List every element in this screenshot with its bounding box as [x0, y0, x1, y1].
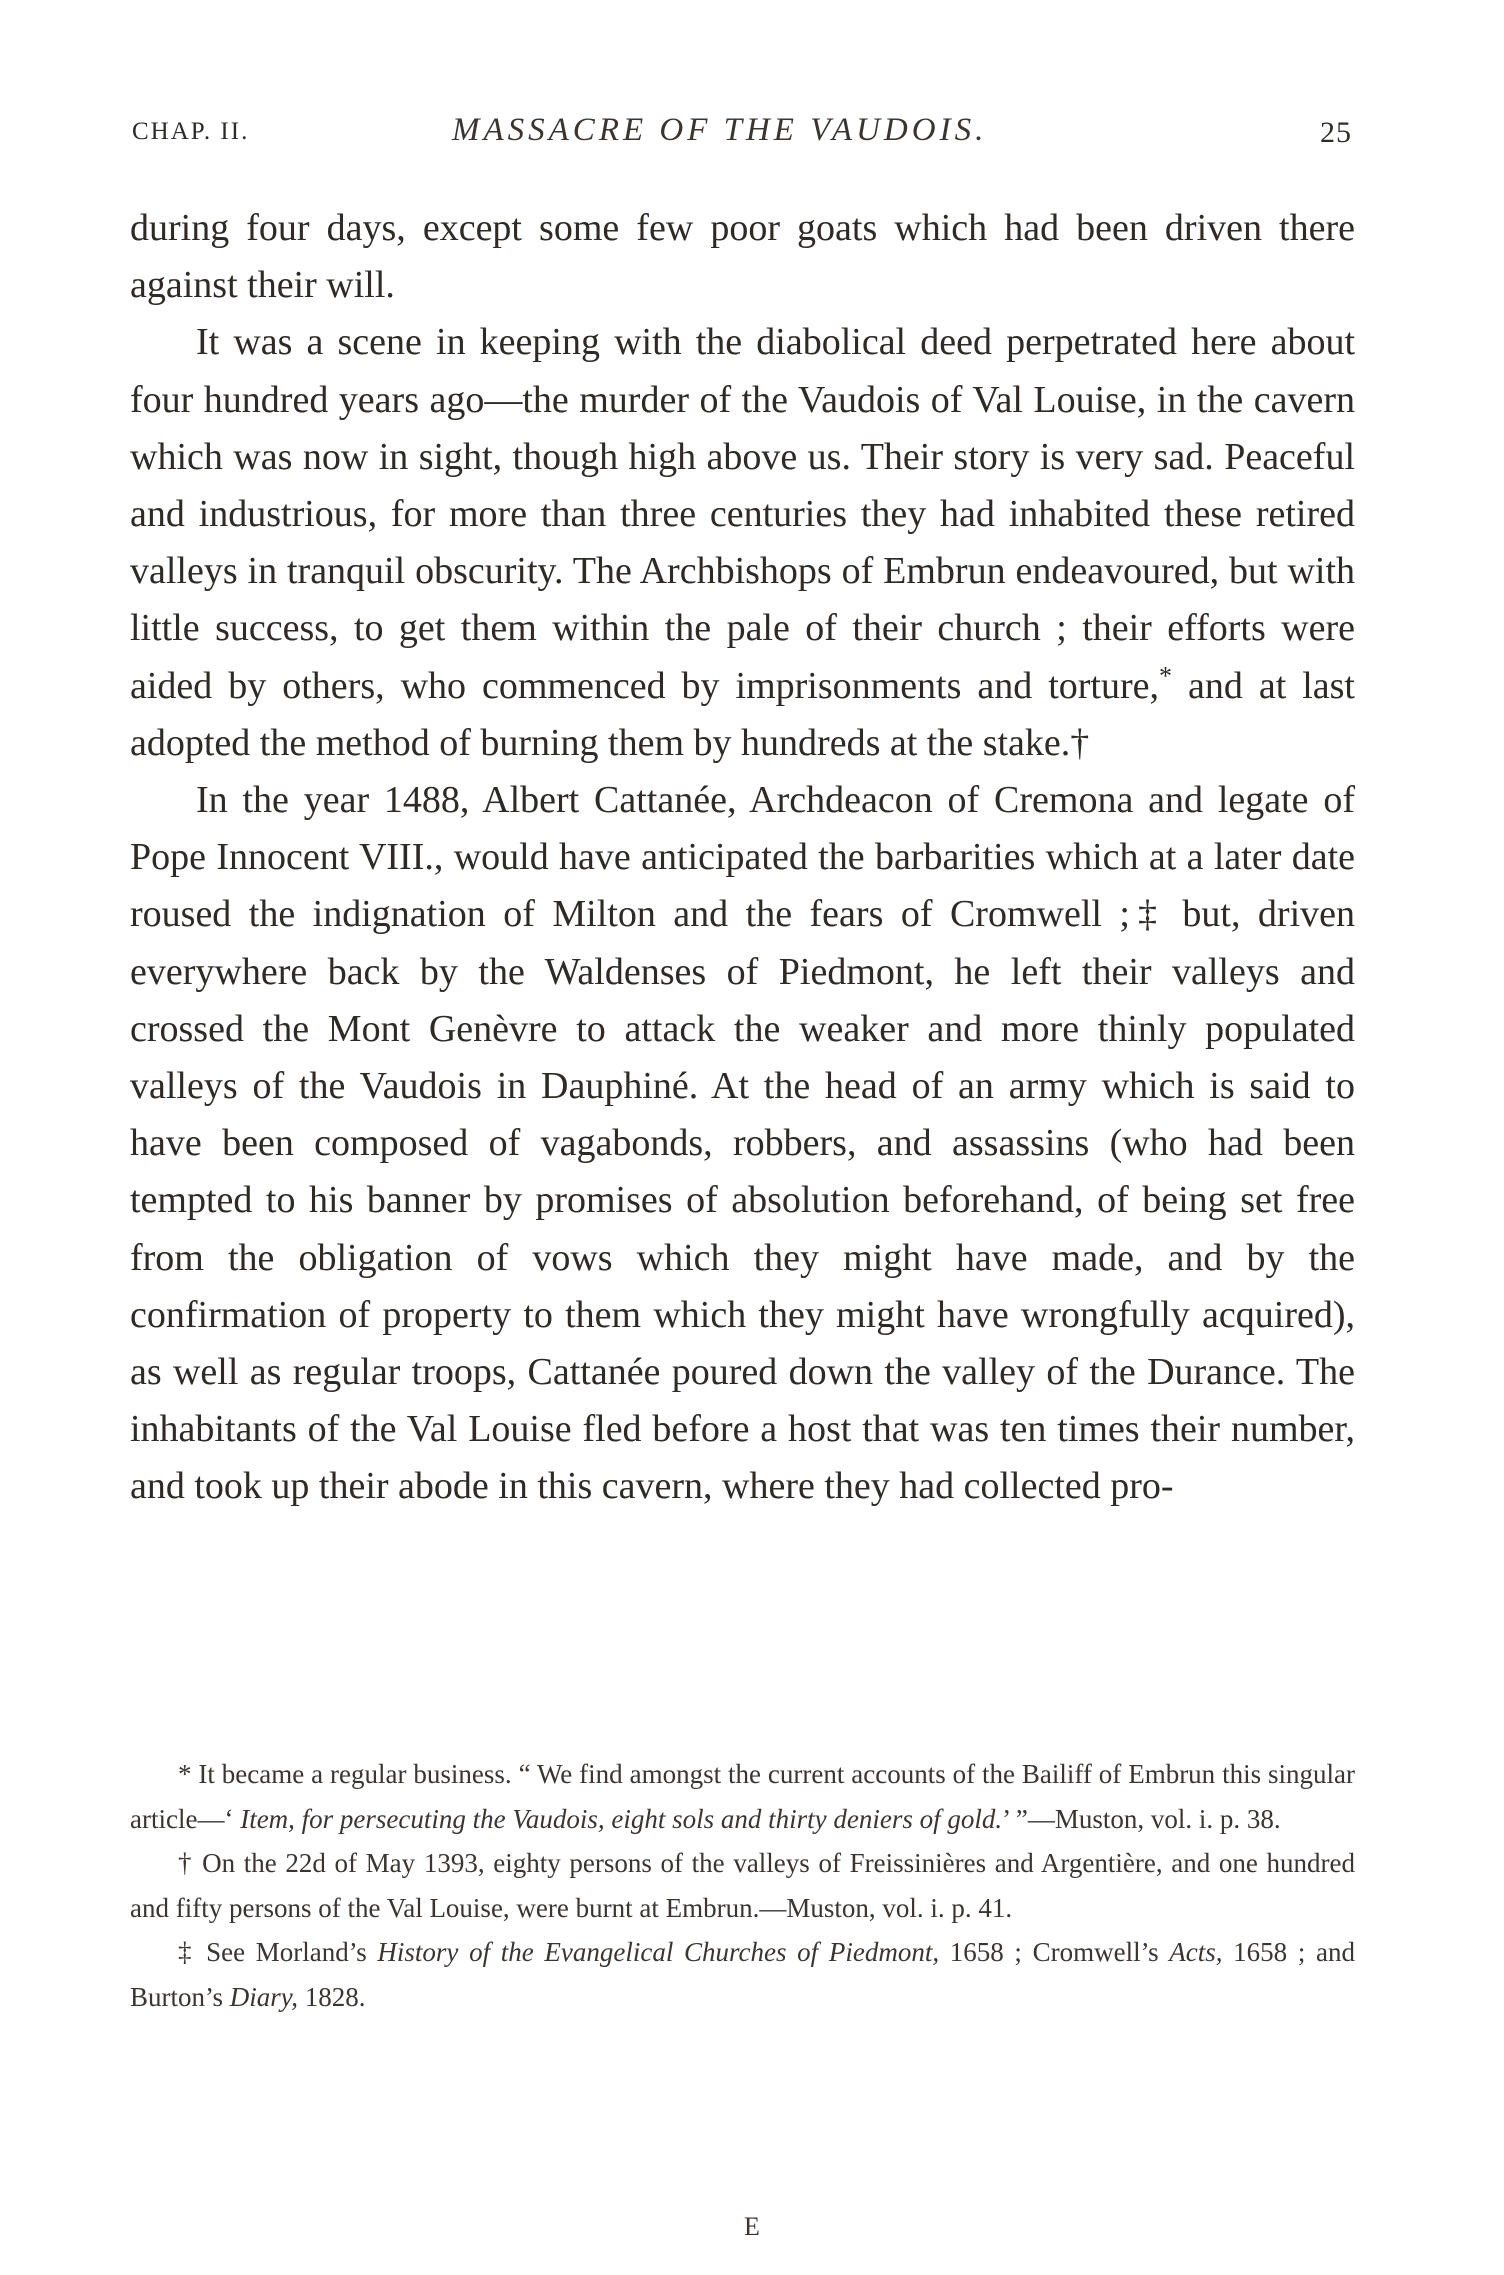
footnote-1-italic: Item, for persecuting the Vaudois, eight sols and thirty deniers of gold. [240, 1803, 1003, 1834]
footnote-1-text-b: ’ ”—Muston, vol. i. p. 38. [1002, 1803, 1281, 1834]
footnote-3 [130, 1930, 1355, 2019]
footnote-3-text-c: 1658 ; and Burton’s [130, 1937, 1355, 2012]
footnote-1 [130, 1752, 1355, 1841]
body-text [130, 200, 1355, 1516]
paragraph-1: during four days, except some few poor goats which had been driven there against their will. [130, 207, 1355, 307]
running-title: MASSACRE OF THE VAUDOIS. [452, 112, 988, 148]
footnote-3-italic-2: Acts, [1169, 1937, 1223, 1967]
footnote-ref-double-dagger: ‡ [1129, 893, 1165, 936]
paragraph-3 [130, 772, 1355, 1516]
footnote-3-text-a: ‡ See Morland’s [178, 1937, 378, 1967]
paragraph-2 [130, 314, 1355, 772]
running-head [132, 112, 1352, 162]
footnote-3-italic-1: History of the Evangelical Churches of Piedmont, [377, 1937, 940, 1967]
footnote-3-text-d: 1828. [298, 1981, 366, 2012]
footnote-3-italic-3: Diary, [229, 1981, 299, 2012]
footnotes [130, 1752, 1355, 2019]
footnote-1-text-a: * It became a regular business. “ We find amongst the current accounts of the Bailiff of Embrun this singular article—‘ [130, 1759, 1355, 1834]
paragraph-3-text-b: but, driven everywhere back by the Waldenses of Piedmont, he left their valleys and crossed the Mont Genèvre to attack the weaker and more thinly populated valleys of the Vaudois in Dauphiné. At the head of an army which is said to have been composed of vagabonds, robbers, and assassins (who had been tempted to his banner by promises of absolution beforehand, of being set free from the obligation of vows which they might have made, and by the confirmation of property to them which they might have wrongfully acquired), as well as regular troops, Cattanée poured down the valley of the Durance. The inhabitants of the Val Louise fled before a host that was ten times their number, and took up their abode in this cavern, where they had collected pro- [130, 893, 1355, 1508]
signature-mark: E [744, 2212, 760, 2241]
footnote-2: † On the 22d of May 1393, eighty persons of the valleys of Freissinières and Argentière, and one hundred and fifty persons of the Val Louise, were burnt at Embrun.—Muston, vol. i. p. 41. [130, 1848, 1355, 1923]
footnote-3-text-b: 1658 ; Cromwell’s [939, 1937, 1170, 1967]
paragraph-2-text-a: It was a scene in keeping with the diabolical deed perpetrated here about four hundred years ago—the murder of the Vaudois of Val Louise, in the cavern which was now in sight, though high above us. Their story is very sad. Peaceful and industrious, for more than three centuries they had inhabited these retired valleys in tranquil obscurity. The Archbishops of Embrun endeavoured, but with little success, to get them within the pale of their church ; their efforts were aided by others, who commenced by imprisonments and torture, [130, 321, 1355, 707]
footnote-ref-dagger: † [1070, 721, 1090, 764]
paragraph-2-text-b: and at last adopted the method of burning them by hundreds at the stake. [130, 664, 1355, 764]
footnote-ref-asterisk: * [1159, 660, 1173, 690]
paragraph-3-text-a: In the year 1488, Albert Cattanée, Archdeacon of Cremona and legate of Pope Innocent VIII., would have anticipated the barbarities which at a later date roused the indignation of Milton and the fears of Cromwell ; [130, 779, 1355, 936]
page-number: 25 [1320, 116, 1352, 149]
chapter-label: CHAP. II. [132, 118, 250, 145]
